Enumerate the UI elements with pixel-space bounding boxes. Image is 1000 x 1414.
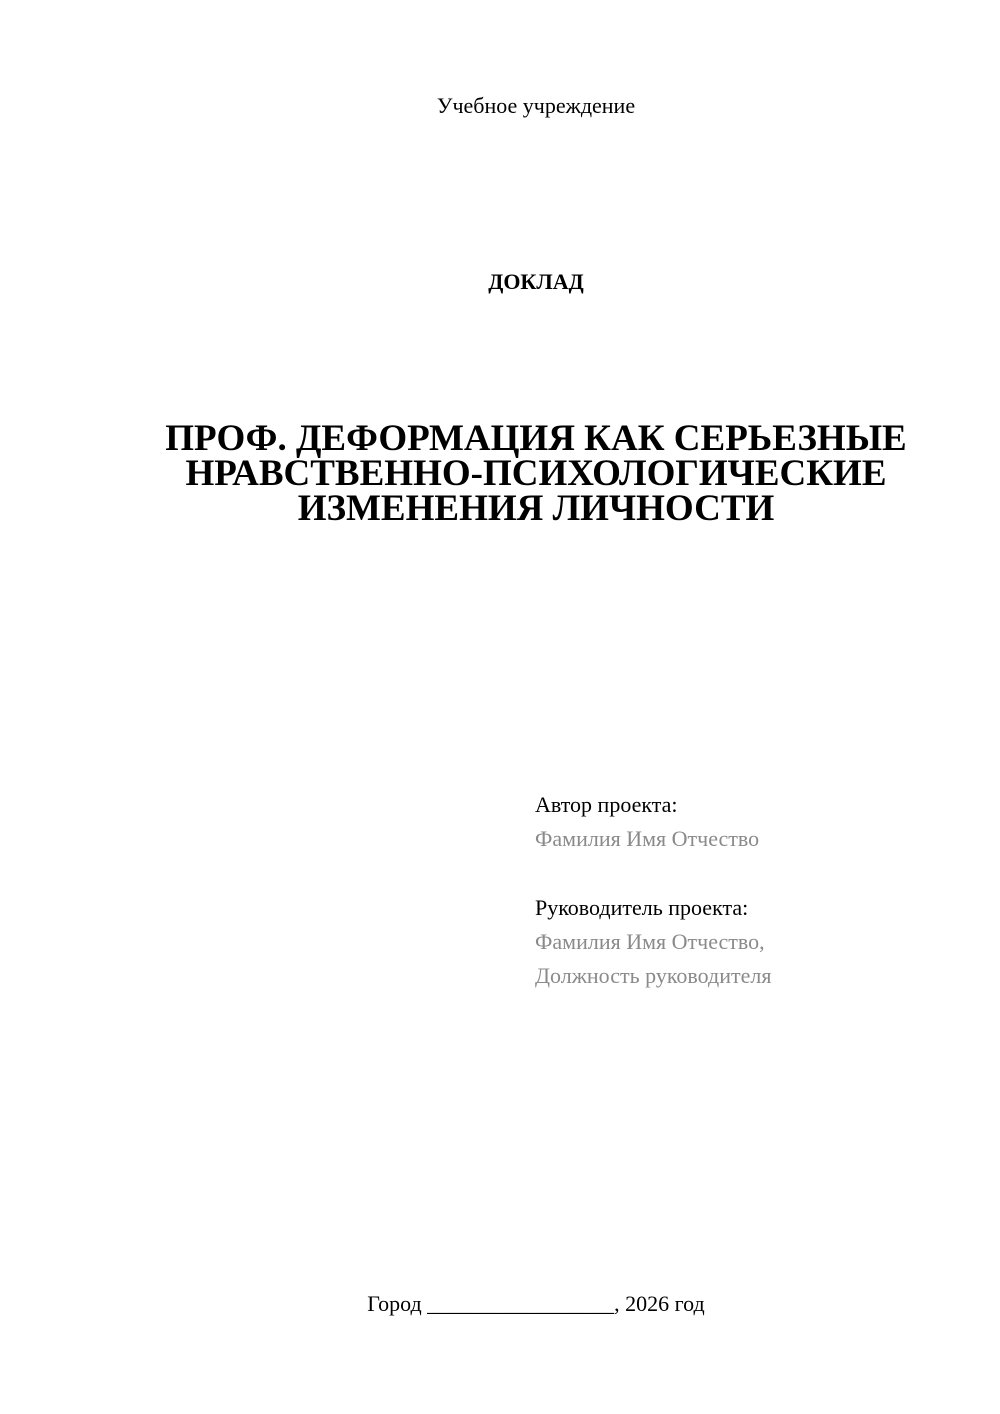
document-type: ДОКЛАД bbox=[488, 269, 584, 294]
document-title bbox=[100, 418, 972, 529]
author-label: Автор проекта: bbox=[535, 792, 678, 817]
title-line: ПРОФ. ДЕФОРМАЦИЯ КАК СЕРЬЕЗНЫЕ bbox=[165, 418, 907, 459]
supervisor-label: Руководитель проекта: bbox=[535, 895, 749, 920]
institution-name: Учебное учреждение bbox=[436, 93, 636, 118]
supervisor-name: Фамилия Имя Отчество, bbox=[535, 929, 765, 954]
supervisor-position: Должность руководителя bbox=[535, 963, 772, 988]
title-line: НРАВСТВЕННО-ПСИХОЛОГИЧЕСКИЕ bbox=[185, 453, 887, 494]
title-line: ИЗМЕНЕНИЯ ЛИЧНОСТИ bbox=[297, 488, 775, 529]
info-spacer bbox=[535, 856, 955, 891]
city-year-line: Город _________________, 2026 год bbox=[367, 1291, 705, 1316]
project-info bbox=[535, 788, 955, 993]
author-name: Фамилия Имя Отчество bbox=[535, 826, 760, 851]
